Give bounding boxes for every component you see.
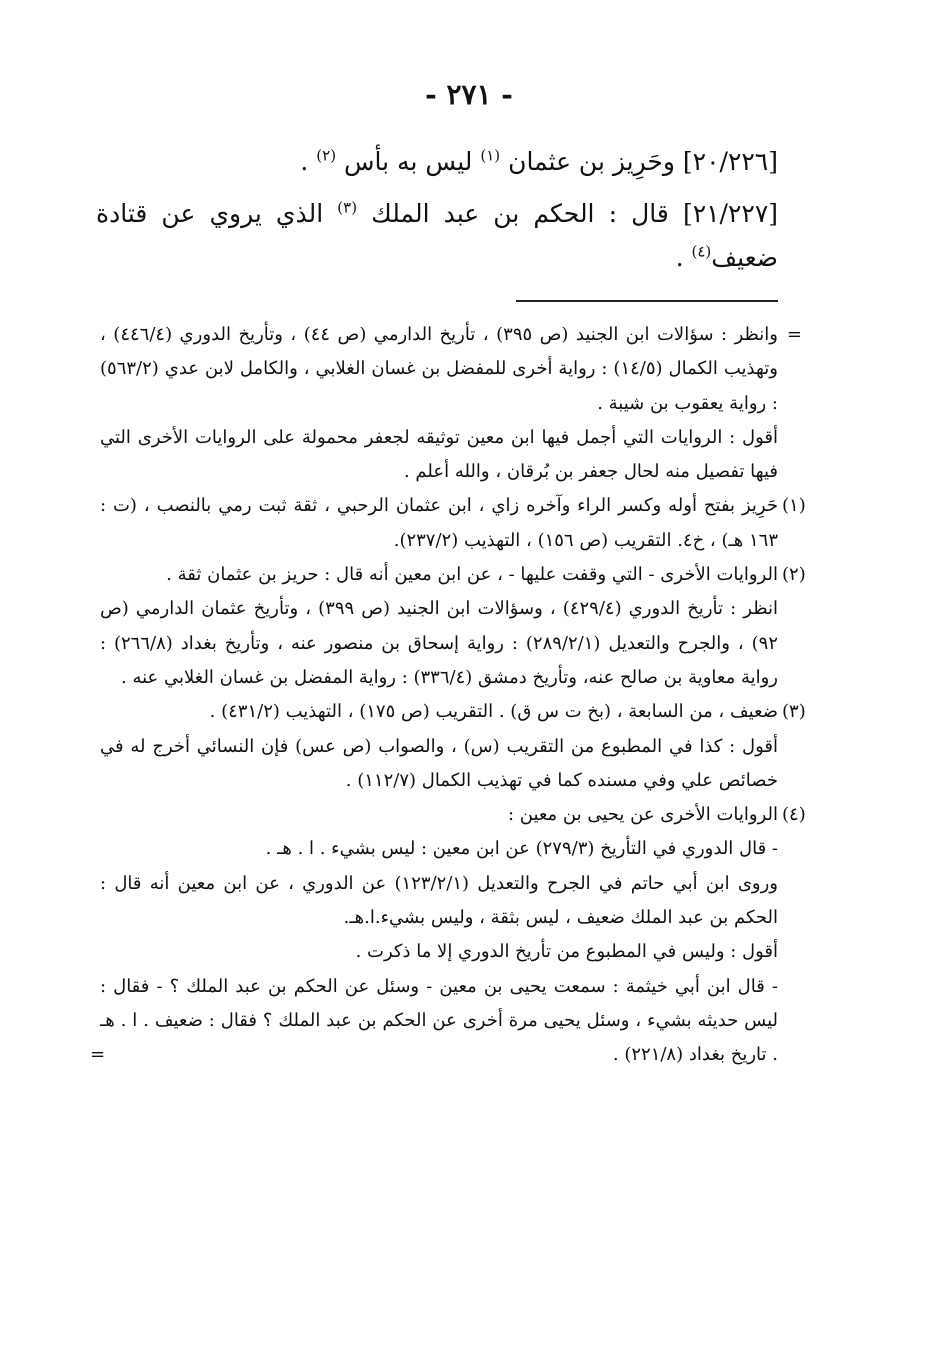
footnote-2 [100,558,806,695]
entry-end: . [675,243,684,272]
footnote-paragraph: أقول : الروايات التي أجمل فيها ابن معين توثيقه لجعفر محمولة على الروايات الأخرى التي فيها تفصيل منه لحال جعفر بن بُرقان ، والله أعلم . [100,426,778,483]
footnote-paragraph: أقول : كذا في المطبوع من التقريب (س) ، والصواب (ص عس) فإن النسائي أخرج له في خصائص علي وفي مسنده كما في تهذيب الكمال (١١٢/٧) . [100,735,778,791]
footnote-3 [100,695,806,798]
entry-227 [96,192,778,280]
footnote-number: (٢) [782,564,806,586]
footnote-paragraph: الروايات الأخرى عن يحيى بن معين : [507,804,778,826]
footnote-1 [100,489,806,558]
footnote-paragraph: الروايات الأخرى - التي وقفت عليها - ، عن ابن معين أنه قال : حريز بن عثمان ثقة . [166,564,778,586]
entry-ref: [٢١/٢٢٧] [682,199,779,228]
entry-text: الذي يروي عن قتادة ضعيف [96,199,778,272]
footnote-last-paragraph [90,970,778,1073]
main-text [96,140,778,280]
entry-end: . [300,147,309,176]
entry-text: قال : الحكم بن عبد الملك [371,199,669,228]
page-number: - ٢٧١ - [425,78,513,111]
entry-ref: [٢٠/٢٢٦] [682,147,778,176]
footnote-paragraph: وروى ابن أبي حاتم في الجرح والتعديل (١٢٣/٢/١) عن الدوري ، عن ابن معين أنه قال : الحكم بن عبد الملك ضعيف ، ليس بثقة ، وليس بشيء.ا.هـ. [100,872,779,929]
footnote-paragraph: انظر : تأريخ الدوري (٤٢٩/٤) ، وسؤالات ابن الجنيد (ص ٣٩٩) ، وتأريخ عثمان الدارمي (ص ٩٢) ، والجرح والتعديل (٢٨٩/٢/١) : رواية إسحاق بن منصور عنه ، وتأريخ بغداد (٢٦٦/٨) : رواية معاوية بن صالح عنه، وتأريخ دمشق (٣٣٦/٤) : رواية المفضل بن غسان الغلابي عنه . [100,598,778,688]
footnote-ref: (١) [480,146,501,165]
footnote-paragraph: وانظر : سؤالات ابن الجنيد (ص ٣٩٥) ، تأريخ الدارمي (ص ٤٤) ، وتأريخ الدوري (٤٤٦/٤) ، وتهذيب الكمال (١٤/٥) : رواية أخرى للمفضل بن غسان الغلابي ، والكامل لابن عدي (٥٦٣/٢) : رواية يعقوب بن شيبة . [100,324,778,414]
footnote-number: (٣) [782,701,806,723]
footnote-paragraph: ضعيف ، من السابعة ، (بخ ت س ق) . التقريب (ص ١٧٥) ، التهذيب (٤٣١/٢) . [209,701,778,723]
footnote-separator [516,300,778,302]
footnote-paragraph: - قال الدوري في التأريخ (٢٧٩/٣) عن ابن معين : ليس بشيء . ا . هـ . [265,838,778,860]
footnote-continuation [100,318,802,489]
footnote-number: (٤) [782,804,806,826]
footnote-ref: (٣) [337,198,358,217]
entry-text: ليس به بأس [344,147,473,176]
footnote-paragraph: - قال ابن أبي خيثمة : سمعت يحيى بن معين - وسئل عن الحكم بن عبد الملك ؟ - فقال : ليس حديثه بشيء ، وسئل يحيى مرة أخرى عن الحكم بن عبد الملك ؟ فقال : ضعيف . ا . هـ . تاريخ بغداد (٢٢١/٨) . [100,975,778,1066]
footnote-number: (١) [782,495,806,517]
entry-226 [96,140,778,184]
entry-text: وحَرِيز بن عثمان [508,147,675,176]
footnote-ref: (٢) [316,146,337,165]
footnote-ref: (٤) [691,242,712,261]
footnote-paragraph: أقول : وليس في المطبوع من تأريخ الدوري إلا ما ذكرت . [355,941,778,963]
continued-mark: = [90,1044,106,1066]
footnote-paragraph: حَرِيز بفتح أوله وكسر الراء وآخره زاي ، ابن عثمان الرحبي ، ثقة ثبت رمي بالنصب ، (ت : ١٦٣ هـ) ، خ٤. التقريب (ص ١٥٦) ، التهذيب (٢٣٧/٢). [100,495,778,551]
footnote-4 [90,798,806,1072]
continuation-mark: = [786,324,802,345]
footnotes [90,318,806,1073]
